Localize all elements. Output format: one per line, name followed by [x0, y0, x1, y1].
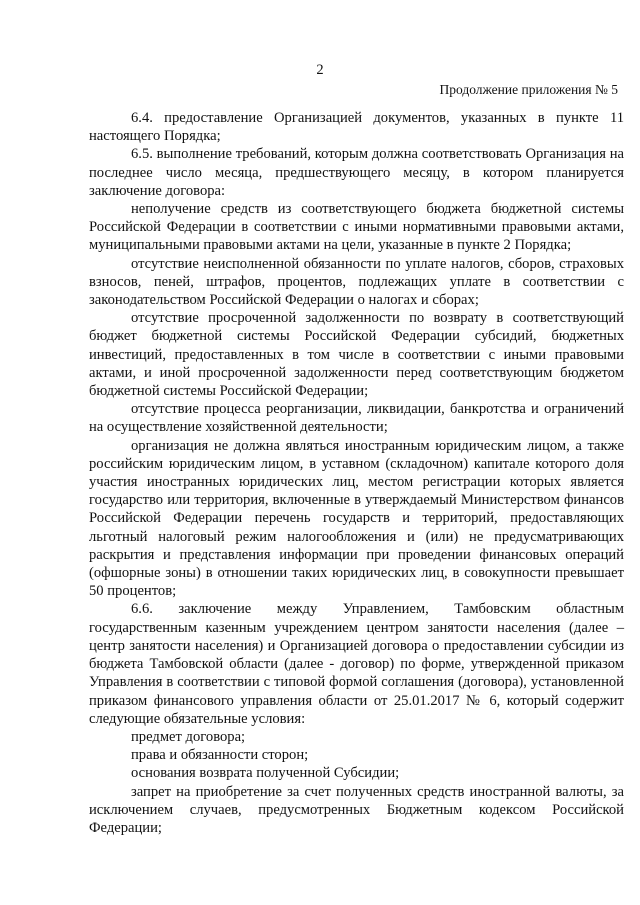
paragraph-6-5: 6.5. выполнение требований, которым должна соответствовать Организация на последнее число месяца, предшествующего месяцу, в котором планируется заключение договора:: [89, 146, 624, 199]
paragraph-currency-prohibition: запрет на приобретение за счет полученных средств иностранной валюты, за исключением случаев, предусмотренных Бюджетным кодексом Российской Федерации;: [89, 783, 624, 836]
paragraph-no-tax-debt: отсутствие неисполненной обязанности по уплате налогов, сборов, страховых взносов, пеней, штрафов, процентов, подлежащих уплате в соответствии с законодательством Российской Федерации о налогах и сборах;: [89, 255, 624, 309]
paragraph-no-budget-funds: неполучение средств из соответствующего бюджета бюджетной системы Российской Федерации в соответствии с иными нормативными правовыми актами, муниципальными правовыми актами на цели, указанные в пункте 2 Порядка;: [89, 201, 624, 254]
paragraph-not-foreign-entity: организация не должна являться иностранным юридическим лицом, а также российским юридическим лицом, в уставном (складочном) капитале которого доля участия иностранных юридических лиц, местом регистрации которых является государство или территория, включенные в утверждаемый Министерством финансов Российской Федерации перечень государств и территорий, предоставляющих льготный налоговый режим налогообложения и (или) не предусматривающих раскрытия и представления информации при проведении финансовых операций (офшорные зоны) в отношении таких юридических лиц, в совокупности превышает 50 процентов;: [89, 437, 624, 600]
page-number: 2: [316, 62, 324, 78]
paragraph-no-reorganization: отсутствие процесса реорганизации, ликвидации, банкротства и ограничений на осуществление хозяйственной деятельности;: [89, 401, 624, 436]
paragraph-6-4: 6.4. предоставление Организацией документов, указанных в пункте 11 настоящего Порядка;: [89, 110, 624, 145]
list-item-rights-obligations: права и обязанности сторон;: [131, 747, 309, 764]
list-item-refund-grounds: основания возврата полученной Субсидии;: [131, 765, 400, 782]
list-item-contract-subject: предмет договора;: [131, 728, 246, 745]
appendix-continuation: Продолжение приложения № 5: [439, 82, 618, 97]
paragraph-no-overdue-debt: отсутствие просроченной задолженности по возврату в соответствующий бюджет бюджетной системы Российской Федерации субсидий, бюджетных инвестиций, предоставленных в том числе в соответствии с иными правовыми актами, и иной просроченной задолженности перед соответствующим бюджетом бюджетной системы Российской Федерации;: [89, 310, 624, 400]
paragraph-6-6: 6.6. заключение между Управлением, Тамбовским областным государственным казенным учреждением центром занятости населения (далее – центр занятости населения) и Организацией договора о предоставлении субсидии из бюджета Тамбовской области (далее - договор) по форме, утвержденной приказом Управления в соответствии с типовой формой соглашения (договора), установленной приказом финансового управления области от 25.01.2017 № 6, который содержит следующие обязательные условия:: [89, 601, 624, 727]
document-body: [89, 109, 624, 837]
